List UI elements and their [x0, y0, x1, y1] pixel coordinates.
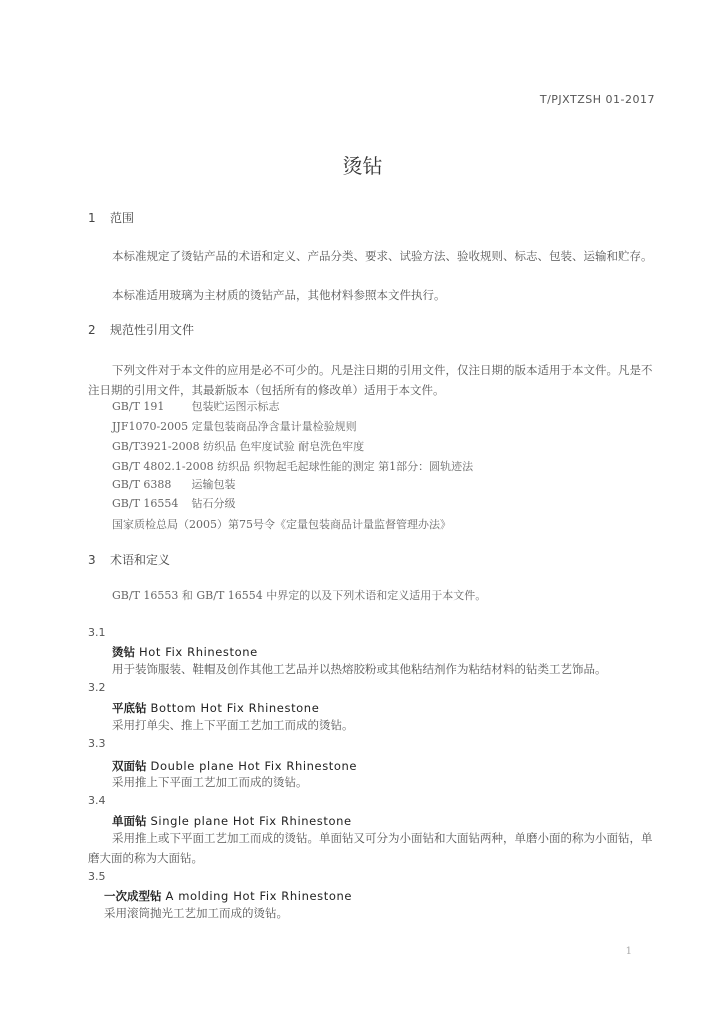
- term-chinese: 单面钻: [112, 814, 147, 828]
- term-definition: 采用滚筒抛光工艺加工而成的烫钻。: [104, 906, 288, 920]
- reference-item: [112, 476, 236, 492]
- term-number: 3.4: [88, 794, 106, 807]
- term-english: Hot Fix Rhinestone: [139, 645, 258, 659]
- reference-title: 定量包装商品净含量计量检验规则: [191, 420, 357, 433]
- section-title: 规范性引用文件: [110, 323, 195, 337]
- section-title: 范围: [110, 211, 135, 225]
- section-number: 3: [88, 553, 96, 567]
- page-number: 1: [625, 946, 632, 957]
- scope-paragraph-2: 本标准适用玻璃为主材质的烫钻产品，其他材料参照本文件执行。: [112, 288, 446, 302]
- reference-code: GB/T 191: [112, 400, 165, 413]
- term-number: 3.3: [88, 737, 106, 750]
- term-english: Single plane Hot Fix Rhinestone: [150, 814, 352, 828]
- term-number: 3.2: [88, 681, 106, 694]
- normative-intro: 下列文件对于本文件的应用是必不可少的。凡是注日期的引用文件，仅注日期的版本适用于本文件。凡是不注日期的引用文件，其最新版本（包括所有的修改单）适用于本文件。: [88, 363, 653, 397]
- term-chinese: 双面钻: [112, 759, 147, 773]
- section-title: 术语和定义: [110, 553, 171, 567]
- reference-code: JJF1070-2005: [112, 420, 189, 433]
- reference-item: [112, 458, 473, 474]
- term-chinese: 一次成型钻: [104, 889, 162, 903]
- reference-item: [112, 438, 364, 454]
- reference-item: [112, 495, 236, 511]
- term-english: A molding Hot Fix Rhinestone: [165, 889, 353, 903]
- term-heading: [104, 888, 352, 904]
- reference-title: 包装贮运图示标志: [191, 400, 280, 413]
- term-heading: [112, 700, 319, 716]
- section-3-heading: [88, 551, 170, 568]
- term-number: 3.5: [88, 870, 106, 883]
- reference-item: [112, 516, 451, 532]
- reference-title: 运输包装: [191, 478, 236, 491]
- section-number: 2: [88, 323, 96, 337]
- reference-code: GB/T 4802.1-2008: [112, 460, 214, 473]
- section-1-heading: [88, 209, 134, 226]
- document-title: 烫钻: [342, 154, 383, 178]
- reference-title: 钻石分级: [191, 497, 236, 510]
- scope-paragraph-1: 本标准规定了烫钻产品的术语和定义、产品分类、要求、试验方法、验收规则、标志、包装、运输和贮存。: [112, 249, 653, 263]
- reference-code: GB/T 6388: [112, 478, 172, 491]
- reference-code: 国家质检总局（2005）第75号令《定量包装商品计量监督管理办法》: [112, 518, 451, 531]
- term-definition: 采用推上下平面工艺加工而成的烫钻。: [112, 775, 308, 789]
- term-definition: 采用推上或下平面工艺加工而成的烫钻。单面钻又可分为小面钻和大面钻两种，单磨小面的称为小面钻，单磨大面的称为大面钻。: [88, 831, 653, 865]
- term-heading: [112, 813, 352, 829]
- reference-item: [112, 398, 280, 414]
- reference-title: 纺织品 织物起毛起球性能的测定 第1部分：圆轨迹法: [217, 460, 474, 473]
- term-heading: [112, 644, 258, 660]
- term-definition: 采用打单尖、推上下平面工艺加工而成的烫钻。: [112, 718, 354, 732]
- terms-intro: GB/T 16553 和 GB/T 16554 中界定的以及下列术语和定义适用于本文件。: [112, 589, 487, 602]
- reference-code: GB/T 16554: [112, 497, 179, 510]
- document-number: T/PJXTZSH 01-2017: [539, 93, 655, 106]
- term-english: Bottom Hot Fix Rhinestone: [150, 701, 320, 715]
- term-chinese: 平底钻: [112, 701, 147, 715]
- term-definition: 用于装饰服装、鞋帽及创作其他工艺品并以热熔胶粉或其他粘结剂作为粘结材料的钻类工艺饰品。: [112, 662, 607, 676]
- reference-title: 纺织品 色牢度试验 耐皂洗色牢度: [203, 440, 365, 453]
- term-english: Double plane Hot Fix Rhinestone: [150, 759, 358, 773]
- section-2-heading: [88, 321, 194, 338]
- reference-code: GB/T3921-2008: [112, 440, 200, 453]
- reference-item: [112, 418, 357, 434]
- section-number: 1: [88, 211, 96, 225]
- term-chinese: 烫钻: [112, 645, 135, 659]
- term-number: 3.1: [88, 626, 106, 639]
